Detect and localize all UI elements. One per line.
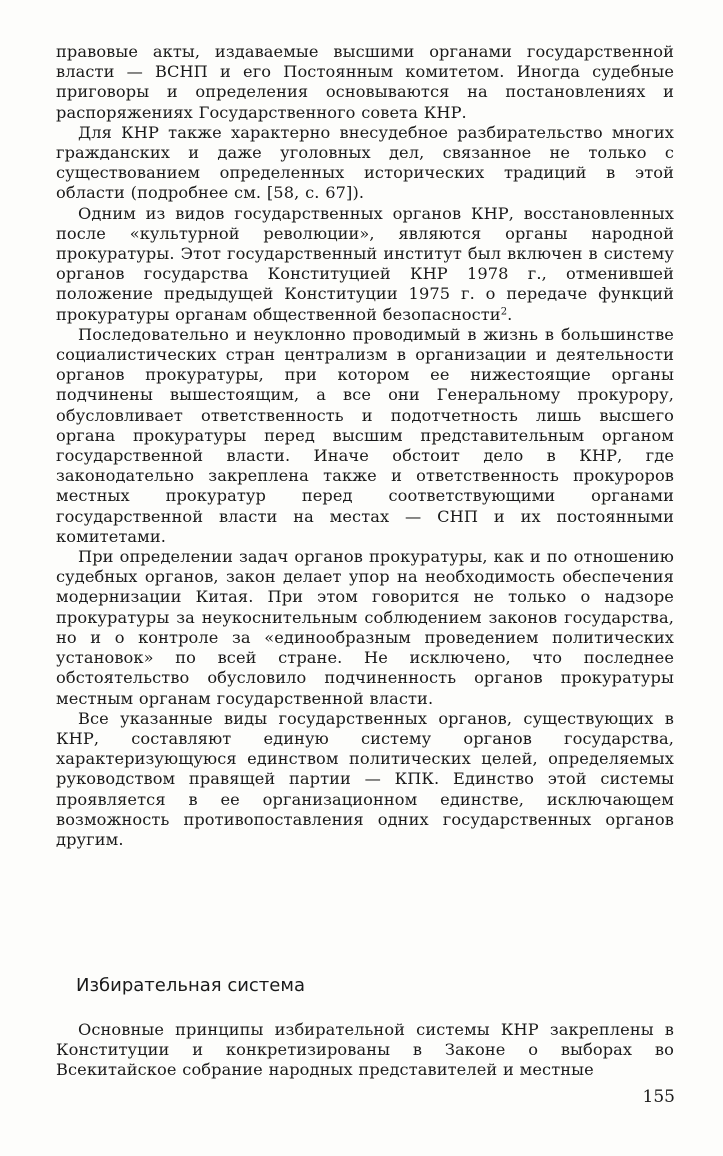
footnote-marker: 2	[500, 306, 508, 318]
paragraph-7: Основные принципы избирательной системы КНР закреплены в Конституции и конкретизированы в Законе о выборах во Всекитайское собрание народных представителей и местные	[56, 1020, 674, 1080]
section-body	[56, 1020, 674, 1081]
paragraph-6: Все указанные виды государственных органов, существующих в КНР, составляют единую систему органов государства, характеризующуюся единством политических целей, определяемых руководством правящей партии — КПК. Единство этой системы проявляется в ее организационном единстве, исключающем возможность противопоставления одних государственных органов другим.	[56, 708, 674, 849]
paragraph-3-tail: .	[507, 304, 513, 324]
page-number: 155	[642, 1087, 675, 1107]
paragraph-3-text: Одним из видов государственных органов КНР, восстановленных после «культурной революции», являются органы народной прокуратуры. Этот государственный институт был включен в систему органов государства Конституцией КНР 1978 г., отменившей положение предыдущей Конституции 1975 г. о передаче функций прокуратуры органам общественной безопасности	[56, 203, 674, 324]
paragraph-5: При определении задач органов прокуратуры, как и по отношению судебных органов, закон делает упор на необходимость обеспечения модернизации Китая. При этом говорится не только о надзоре прокуратуры за неукоснительным соблюдением законов государства, но и о контроле за «единообразным проведением политических установок» по всей стране. Не исключено, что последнее обстоятельство обусловило подчиненность органов прокуратуры местным органам государственной власти.	[56, 547, 674, 708]
paragraph-2: Для КНР также характерно внесудебное разбирательство многих гражданских и даже уголовных дел, связанное не только с существованием определенных исторических традиций в этой области (подробнее см. [58, с. 67]).	[56, 122, 674, 203]
paragraph-1: правовые акты, издаваемые высшими органами государственной власти — ВСНП и его Постоянным комитетом. Иногда судебные приговоры и определения основываются на постановлениях и распоряжениях Государственного совета КНР.	[56, 42, 674, 122]
paragraph-3	[56, 204, 674, 325]
paragraph-4: Последовательно и неуклонно проводимый в жизнь в большинстве социалистических стран централизм в организации и деятельности органов прокуратуры, при котором ее нижестоящие органы подчинены вышестоящим, а все они Генеральному прокурору, обусловливает ответственность и подотчетность лишь высшего органа прокуратуры перед высшим представительным органом государственной власти. Иначе обстоит дело в КНР, где законодательно закреплена также и ответственность прокуроров местных прокуратур перед соответствующими органами государственной власти на местах — СНП и их постоянными комитетами.	[56, 324, 674, 546]
section-heading: Избирательная система	[76, 975, 305, 996]
body-text	[56, 42, 674, 850]
